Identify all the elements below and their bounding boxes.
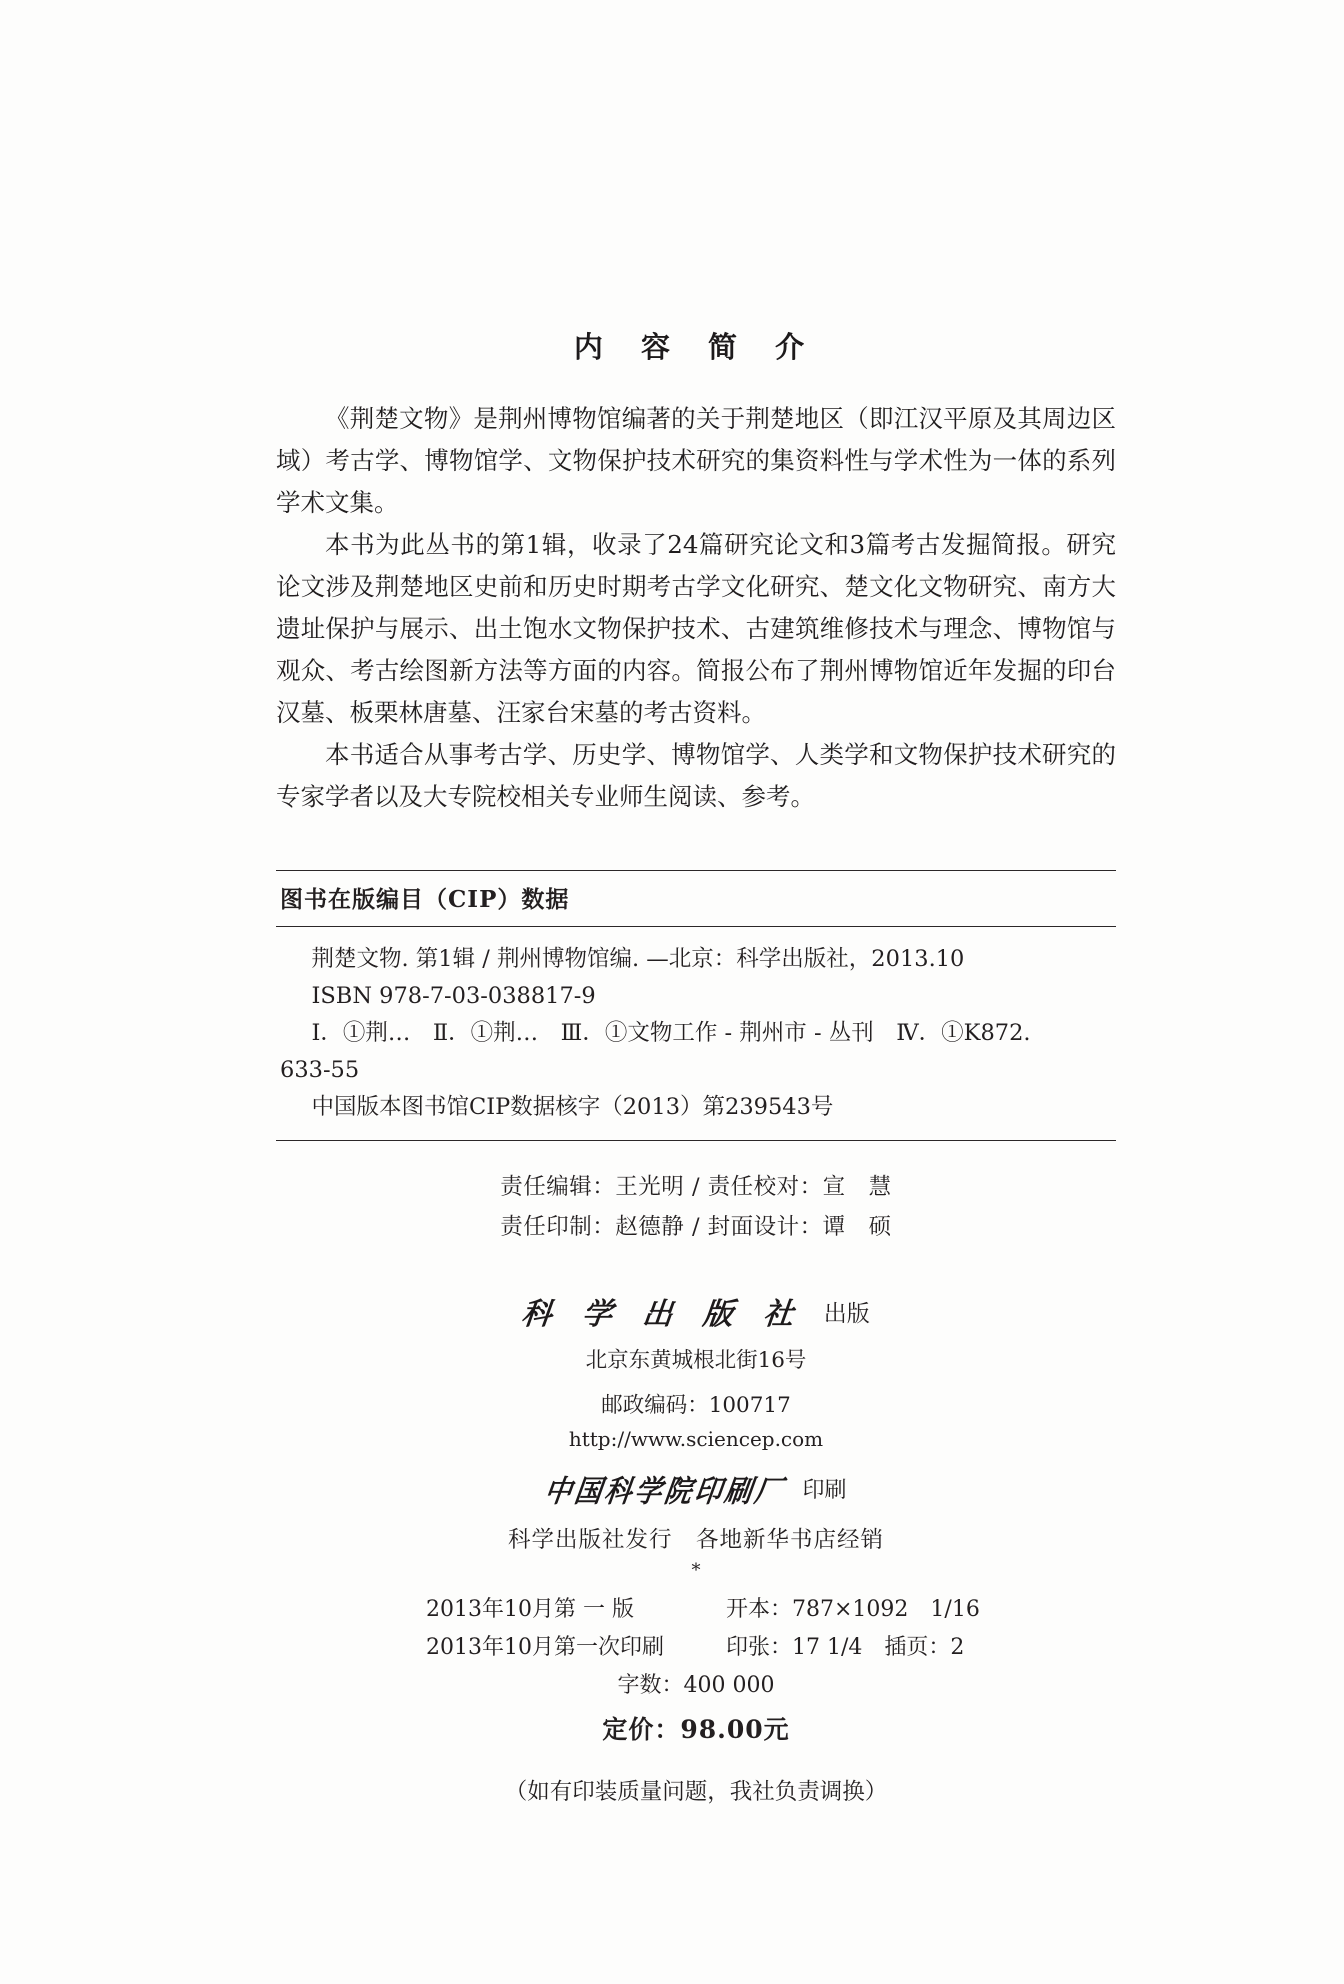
cip-line-4: 633-55 xyxy=(280,1057,360,1083)
intro-paragraph-2: 本书为此丛书的第1辑，收录了24篇研究论文和3篇考古发掘简报。研究论文涉及荆楚地区史前和历史时期考古学文化研究、楚文化文物研究、南方大遗址保护与展示、出土饱水文物保护技术、古建筑维修技术与理念、博物馆与观众、考古绘图新方法等方面的内容。简报公布了荆州博物馆近年发掘的印台汉墓、板栗林唐墓、汪家台宋墓的考古资料。 xyxy=(276,530,1116,727)
specs-block xyxy=(276,1591,1116,1811)
separator-asterisk: * xyxy=(691,1560,701,1581)
intro-body xyxy=(276,398,1116,818)
distribution-line: 科学出版社发行 各地新华书店经销 xyxy=(507,1527,884,1553)
publisher-logo: 科 学 出 版 社 xyxy=(520,1297,806,1332)
specs-row-1 xyxy=(276,1591,1116,1629)
specs-row-2 xyxy=(276,1629,1116,1667)
printer-suffix: 印刷 xyxy=(802,1478,847,1503)
publisher-url[interactable]: http://www.sciencep.com xyxy=(568,1427,824,1451)
word-count: 字数：400 000 xyxy=(617,1673,775,1698)
intro-paragraph-1: 《荆楚文物》是荆州博物馆编著的关于荆楚地区（即江汉平原及其周边区域）考古学、博物馆学、文物保护技术研究的集资料性与学术性为一体的系列学术文集。 xyxy=(276,404,1116,517)
cip-line-3: Ⅰ．①荆… Ⅱ．①荆… Ⅲ．①文物工作 - 荆州市 - 丛刊 Ⅳ．①K872. xyxy=(311,1020,1031,1046)
printer-row xyxy=(276,1469,1116,1508)
cip-lines xyxy=(276,927,1116,1140)
page-title: 内 容 简 介 xyxy=(573,330,819,364)
credits-line-1: 责任编辑：王光明 / 责任校对：宣 慧 xyxy=(500,1174,892,1200)
publisher-address: 北京东黄城根北街16号 xyxy=(585,1348,807,1373)
publisher-postcode: 邮政编码：100717 xyxy=(601,1393,791,1418)
credits-block xyxy=(276,1167,1116,1247)
cip-line-5: 中国版本图书馆CIP数据核字（2013）第239543号 xyxy=(311,1094,834,1120)
publisher-row xyxy=(276,1289,1116,1333)
book-format: 开本：787×1092 1/16 xyxy=(726,1597,980,1622)
cip-line-1: 荆楚文物. 第1辑 / 荆州博物馆编. —北京：科学出版社，2013.10 xyxy=(311,946,965,972)
quality-note: （如有印装质量问题，我社负责调换） xyxy=(504,1779,888,1805)
intro-paragraph-3: 本书适合从事考古学、历史学、博物馆学、人类学和文物保护技术研究的专家学者以及大专院校相关专业师生阅读、参考。 xyxy=(276,740,1116,811)
page-content xyxy=(276,0,1116,1811)
cip-block xyxy=(276,870,1116,1141)
price: 定价：98.00元 xyxy=(602,1715,790,1744)
divider-bottom xyxy=(276,1140,1116,1141)
cip-line-2: ISBN 978-7-03-038817-9 xyxy=(311,983,596,1009)
cip-heading: 图书在版编目（CIP）数据 xyxy=(280,886,570,913)
publisher-suffix: 出版 xyxy=(823,1300,870,1327)
edition-date: 2013年10月第 一 版 xyxy=(426,1597,634,1622)
print-date: 2013年10月第一次印刷 xyxy=(426,1635,664,1660)
sheet-count: 印张：17 1/4 插页：2 xyxy=(726,1635,965,1660)
printer-logo: 中国科学院印刷厂 xyxy=(542,1474,788,1510)
credits-line-2: 责任印制：赵德静 / 封面设计：谭 硕 xyxy=(500,1214,892,1240)
